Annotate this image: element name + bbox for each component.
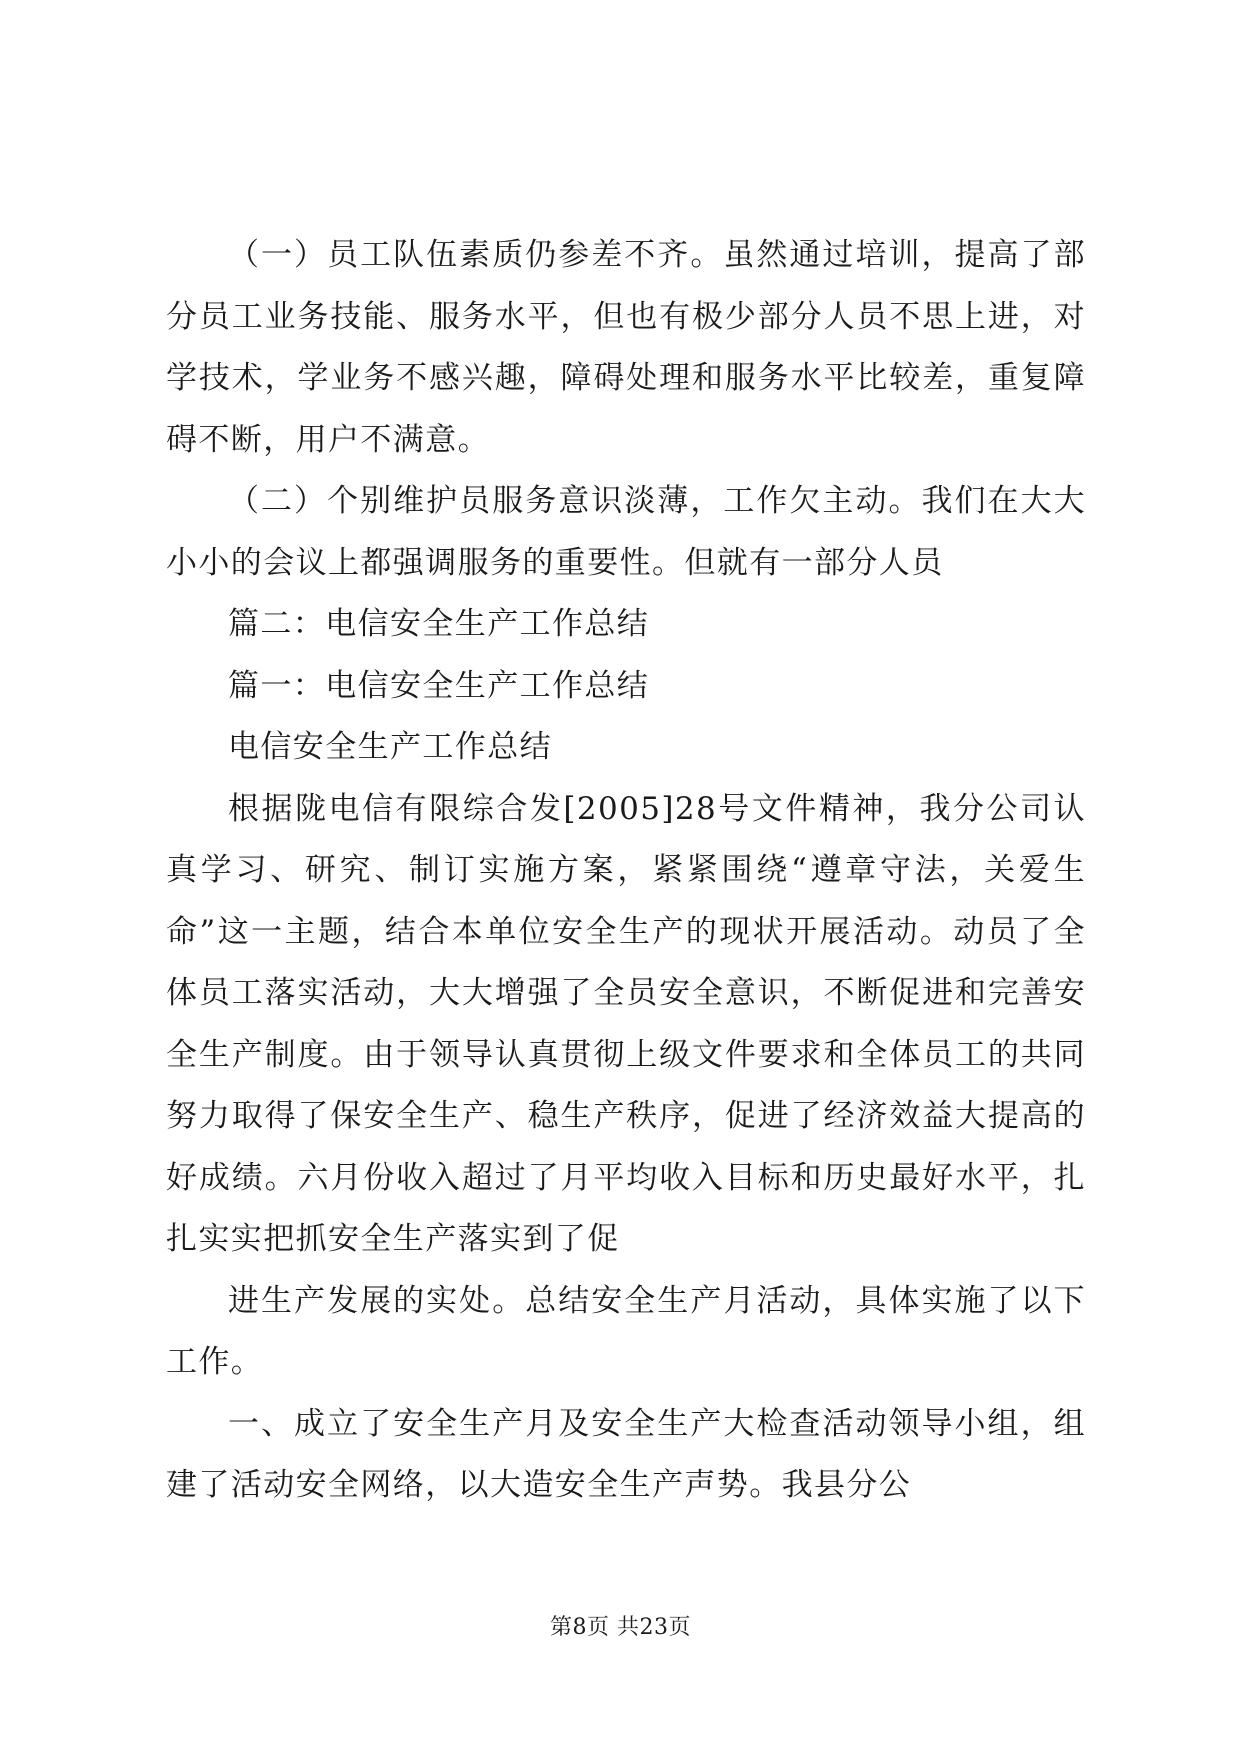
paragraph: 一、成立了安全生产月及安全生产大检查活动领导小组，组建了活动安全网络，以大造安全生产声势。我县分公 bbox=[166, 1405, 1086, 1503]
section-heading: 篇一：电信安全生产工作总结 bbox=[228, 667, 650, 704]
page-number-footer: 第8页 共23页 bbox=[550, 1615, 691, 1640]
section-heading: 篇二：电信安全生产工作总结 bbox=[228, 606, 650, 642]
document-body bbox=[166, 225, 1086, 1517]
paragraph: （一）员工队伍素质仍参差不齐。虽然通过培训，提高了部分员工业务技能、服务水平，但也有极少部分人员不思上进，对学技术，学业务不感兴趣，障碍处理和服务水平比较差，重复障碍不断，用户不满意。 bbox=[166, 237, 1086, 458]
paragraph: 进生产发展的实处。总结安全生产月活动，具体实施了以下工作。 bbox=[166, 1282, 1086, 1380]
paragraph: （二）个别维护员服务意识淡薄，工作欠主动。我们在大大小小的会议上都强调服务的重要性。但就有一部分人员 bbox=[166, 483, 1086, 581]
section-title: 电信安全生产工作总结 bbox=[228, 729, 552, 765]
paragraph: 根据陇电信有限综合发[2005]28号文件精神，我分公司认真学习、研究、制订实施方案，紧紧围绕“遵章守法，关爱生命”这一主题，结合本单位安全生产的现状开展活动。动员了全体员工落实活动，大大增强了全员安全意识，不断促进和完善安全生产制度。由于领导认真贯彻上级文件要求和全体员工的共同努力取得了保安全生产、稳生产秩序，促进了经济效益大提高的好成绩。六月份收入超过了月平均收入目标和历史最好水平，扎扎实实把抓安全生产落实到了促 bbox=[166, 790, 1086, 1257]
